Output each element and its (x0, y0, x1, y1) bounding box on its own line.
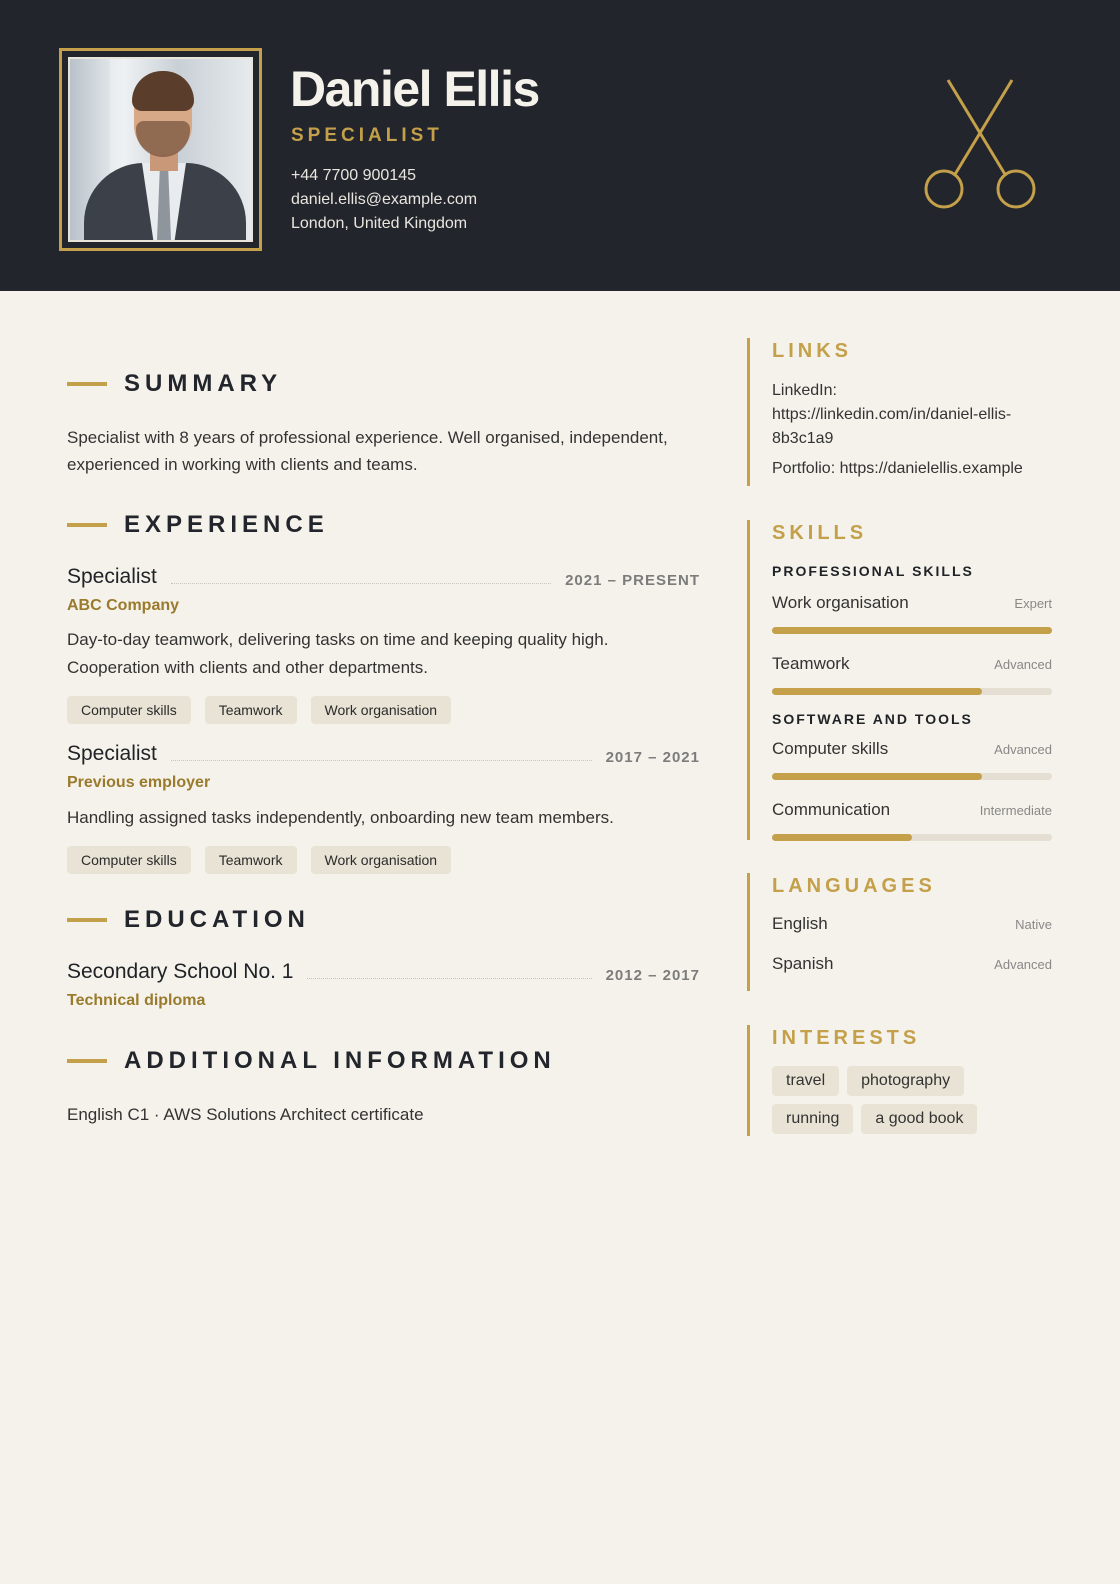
school-name: Secondary School No. 1 (67, 960, 294, 983)
candidate-role: SPECIALIST (291, 125, 443, 146)
job-employer: ABC Company (67, 597, 180, 614)
education-header (67, 960, 700, 984)
education-dates: 2012 – 2017 (605, 967, 700, 984)
additional-heading (67, 1047, 556, 1075)
skill-level: Expert (1014, 596, 1052, 611)
interest-tag: travel (772, 1066, 839, 1096)
skill-item (772, 654, 1052, 695)
linkedin-link[interactable]: LinkedIn: https://linkedin.com/in/daniel-ellis-8b3c1a9 (772, 382, 1012, 447)
skill-bar-fill (772, 834, 912, 841)
job-tags (67, 696, 451, 724)
skill-name: Computer skills (772, 739, 889, 758)
skill-level: Intermediate (979, 803, 1052, 818)
job-tags (67, 846, 451, 874)
skill-level: Advanced (994, 742, 1052, 757)
additional-text: English C1 · AWS Solutions Architect certificate (67, 1105, 424, 1124)
education-degree: Technical diploma (67, 992, 206, 1009)
summary-heading (67, 370, 282, 398)
skill-item (772, 739, 1052, 780)
language-name: Spanish (772, 954, 834, 973)
heading-accent-bar (67, 1059, 107, 1063)
interests-title: INTERESTS (772, 1027, 921, 1049)
skill-bar (772, 688, 1052, 695)
language-item (772, 914, 1052, 934)
candidate-name: Daniel Ellis (290, 61, 539, 117)
skill-tag: Work organisation (311, 696, 452, 724)
job-dates: 2021 – PRESENT (565, 572, 700, 589)
skill-bar (772, 834, 1052, 841)
education-heading (67, 906, 310, 934)
job-header (67, 565, 700, 589)
education-title: EDUCATION (124, 906, 310, 933)
experience-title: EXPERIENCE (124, 511, 329, 538)
additional-title: ADDITIONAL INFORMATION (124, 1047, 556, 1074)
skill-name: Communication (772, 800, 891, 819)
job-dates: 2017 – 2021 (605, 749, 700, 766)
language-level: Native (1015, 917, 1052, 932)
job-description: Day-to-day teamwork, delivering tasks on time and keeping quality high. Cooperation with clients and other departments. (67, 630, 609, 677)
contact-email: daniel.ellis@example.com (291, 191, 478, 208)
skill-item (772, 800, 1052, 841)
language-level: Advanced (994, 957, 1052, 972)
skill-bar-fill (772, 773, 982, 780)
skill-level: Advanced (994, 657, 1052, 672)
summary-text: Specialist with 8 years of professional experience. Well organised, independent, experienced in working with clients and teams. (67, 428, 668, 474)
interest-tag: photography (847, 1066, 964, 1096)
interest-tag: running (772, 1104, 853, 1134)
job-employer: Previous employer (67, 774, 211, 791)
professional-skills-title: PROFESSIONAL SKILLS (772, 563, 974, 579)
skill-bar (772, 627, 1052, 634)
skill-bar-fill (772, 627, 1052, 634)
job-title: Specialist (67, 742, 157, 765)
header (0, 0, 1120, 291)
software-tools-title: SOFTWARE AND TOOLS (772, 711, 973, 727)
skill-name: Work organisation (772, 593, 909, 612)
links-title: LINKS (772, 340, 852, 362)
dotted-leader (171, 760, 592, 761)
skills-section (747, 520, 1057, 840)
language-name: English (772, 914, 828, 933)
skill-tag: Computer skills (67, 696, 191, 724)
language-item (772, 954, 1052, 974)
skill-item (772, 593, 1052, 634)
languages-title: LANGUAGES (772, 875, 936, 897)
skill-tag: Work organisation (311, 846, 452, 874)
job-header (67, 742, 700, 766)
contact-location: London, United Kingdom (291, 215, 468, 232)
dotted-leader (307, 978, 591, 979)
contact-phone: +44 7700 900145 (291, 167, 417, 184)
experience-heading (67, 511, 329, 539)
skill-tag: Computer skills (67, 846, 191, 874)
skill-tag: Teamwork (205, 846, 297, 874)
skill-bar-fill (772, 688, 982, 695)
interest-tag: a good book (861, 1104, 977, 1134)
heading-accent-bar (67, 918, 107, 922)
skill-bar (772, 773, 1052, 780)
dotted-leader (171, 583, 551, 584)
links-section (747, 338, 1057, 486)
job-title: Specialist (67, 565, 157, 588)
languages-section (747, 873, 1057, 991)
skills-title: SKILLS (772, 522, 868, 544)
job-description: Handling assigned tasks independently, onboarding new team members. (67, 808, 614, 827)
interests-section (747, 1025, 1057, 1136)
interest-tags (772, 1066, 1002, 1134)
heading-accent-bar (67, 382, 107, 386)
profile-photo (68, 57, 253, 242)
skill-name: Teamwork (772, 654, 850, 673)
portfolio-link[interactable]: Portfolio: https://danielellis.example (772, 460, 1023, 477)
skill-tag: Teamwork (205, 696, 297, 724)
scissors-icon (918, 76, 1042, 212)
profile-photo-frame (59, 48, 262, 251)
heading-accent-bar (67, 523, 107, 527)
summary-title: SUMMARY (124, 370, 283, 397)
